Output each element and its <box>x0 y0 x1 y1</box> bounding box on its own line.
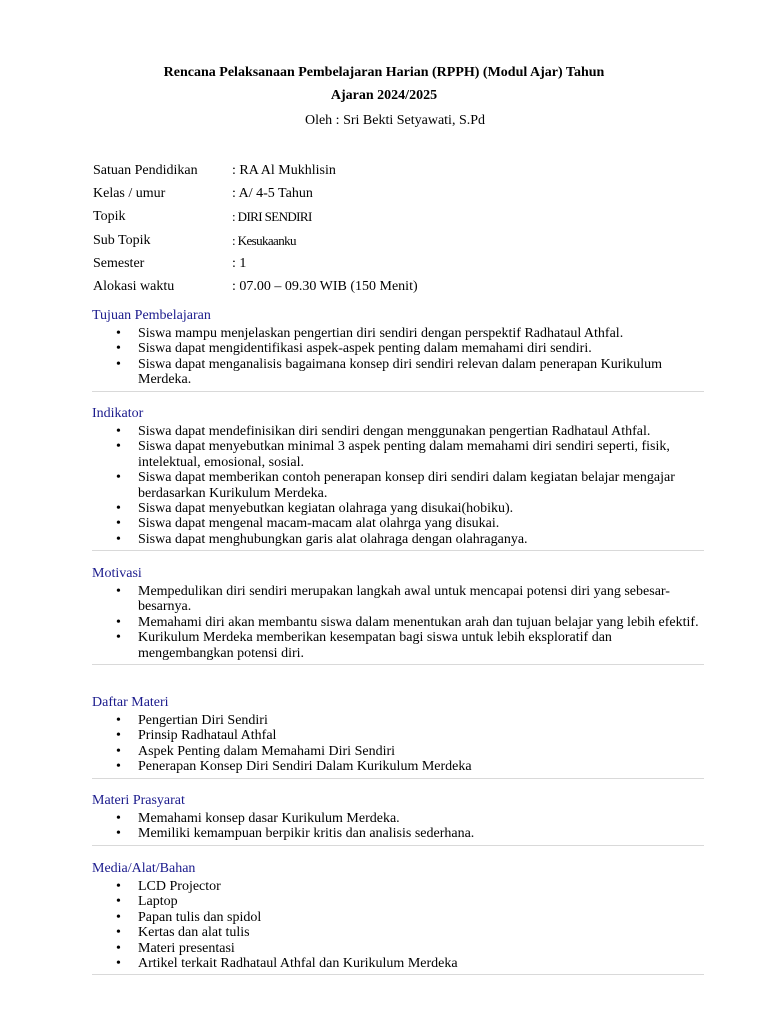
list-item: • Memahami diri akan membantu siswa dalam menentukan arah dan tujuan belajar yang lebih efektif. <box>138 615 704 630</box>
section-indikator <box>92 405 704 551</box>
section-materi-prasyarat <box>92 792 704 846</box>
section-divider <box>92 391 704 392</box>
list-item: • Siswa dapat menganalisis bagaimana konsep diri sendiri relevan dalam penerapan Kurikulum Merdeka. <box>138 357 704 388</box>
document-title-line1: Rencana Pelaksanaan Pembelajaran Harian (RPPH) (Modul Ajar) Tahun <box>163 65 605 80</box>
list-item: • Materi presentasi <box>138 941 704 956</box>
info-row <box>93 229 418 252</box>
info-label: Alokasi waktu <box>93 279 175 295</box>
section-divider <box>92 778 704 779</box>
section-media-alat-bahan <box>92 860 704 975</box>
info-label: Topik <box>93 209 126 225</box>
bullet-list <box>92 424 704 547</box>
list-item: • LCD Projector <box>138 879 704 894</box>
document-title-line2: Ajaran 2024/2025 <box>330 88 438 103</box>
list-item: • Mempedulikan diri sendiri merupakan langkah awal untuk mencapai potensi diri yang sebesar-besarnya. <box>138 584 704 615</box>
info-label: Sub Topik <box>93 232 151 248</box>
info-value: : DIRI SENDIRI <box>232 209 312 225</box>
info-row <box>93 252 418 275</box>
section-heading: Motivasi <box>92 566 142 581</box>
section-heading: Materi Prasyarat <box>92 793 185 808</box>
list-item: • Penerapan Konsep Diri Sendiri Dalam Kurikulum Merdeka <box>138 759 704 774</box>
list-item: • Siswa dapat menyebutkan minimal 3 aspek penting dalam memahami diri sendiri seperti, fisik, intelektual, emosional, sosial. <box>138 439 704 470</box>
list-item: • Siswa mampu menjelaskan pengertian diri sendiri dengan perspektif Radhataul Athfal. <box>138 326 704 341</box>
bullet-list <box>92 326 704 388</box>
list-item: • Siswa dapat menyebutkan kegiatan olahraga yang disukai(hobiku). <box>138 501 704 516</box>
info-label: Satuan Pendidikan <box>93 162 198 178</box>
info-row <box>93 159 418 182</box>
section-daftar-materi <box>92 694 704 779</box>
info-label: Semester <box>93 255 145 271</box>
bullet-list <box>92 584 704 661</box>
list-item: • Pengertian Diri Sendiri <box>138 713 704 728</box>
list-item: • Memiliki kemampuan berpikir kritis dan analisis sederhana. <box>138 826 704 841</box>
section-heading: Daftar Materi <box>92 695 169 710</box>
section-heading: Media/Alat/Bahan <box>92 861 196 876</box>
list-item: • Kertas dan alat tulis <box>138 925 704 940</box>
list-item: • Siswa dapat menghubungkan garis alat olahraga dengan olahraganya. <box>138 532 704 547</box>
info-table <box>93 159 418 299</box>
list-item: • Siswa dapat mengidentifikasi aspek-aspek penting dalam memahami diri sendiri. <box>138 341 704 356</box>
info-value: : 07.00 – 09.30 WIB (150 Menit) <box>232 279 418 295</box>
list-item: • Papan tulis dan spidol <box>138 910 704 925</box>
bullet-list <box>92 713 704 775</box>
info-row <box>93 275 418 298</box>
section-divider <box>92 845 704 846</box>
section-divider <box>92 550 704 551</box>
bullet-list <box>92 811 704 842</box>
list-item: • Kurikulum Merdeka memberikan kesempatan bagi siswa untuk lebih eksploratif dan mengembangkan potensi diri. <box>138 630 704 661</box>
info-label: Kelas / umur <box>93 185 166 201</box>
list-item: • Siswa dapat mendefinisikan diri sendiri dengan menggunakan pengertian Radhataul Athfal. <box>138 424 704 439</box>
list-item: • Prinsip Radhataul Athfal <box>138 728 704 743</box>
info-value: : 1 <box>232 255 247 271</box>
info-value: : A/ 4-5 Tahun <box>232 185 313 201</box>
info-value: : Kesukaanku <box>232 232 296 248</box>
list-item: • Siswa dapat mengenal macam-macam alat olahrga yang disukai. <box>138 516 704 531</box>
list-item: • Siswa dapat memberikan contoh penerapan konsep diri sendiri dalam kegiatan belajar mengajar berdasarkan Kurikulum Merdeka. <box>138 470 704 501</box>
list-item: • Laptop <box>138 894 704 909</box>
section-divider <box>92 974 704 975</box>
section-divider <box>92 664 704 665</box>
section-motivasi <box>92 565 704 665</box>
list-item: • Artikel terkait Radhataul Athfal dan Kurikulum Merdeka <box>138 956 704 971</box>
info-row <box>93 206 418 229</box>
list-item: • Aspek Penting dalam Memahami Diri Sendiri <box>138 744 704 759</box>
section-heading: Indikator <box>92 406 144 421</box>
section-tujuan-pembelajaran <box>92 307 704 392</box>
info-value: : RA Al Mukhlisin <box>232 162 336 178</box>
bullet-list <box>92 879 704 971</box>
document-author: Oleh : Sri Bekti Setyawati, S.Pd <box>304 113 486 128</box>
list-item: • Memahami konsep dasar Kurikulum Merdeka. <box>138 811 704 826</box>
info-row <box>93 182 418 205</box>
section-heading: Tujuan Pembelajaran <box>92 308 211 323</box>
